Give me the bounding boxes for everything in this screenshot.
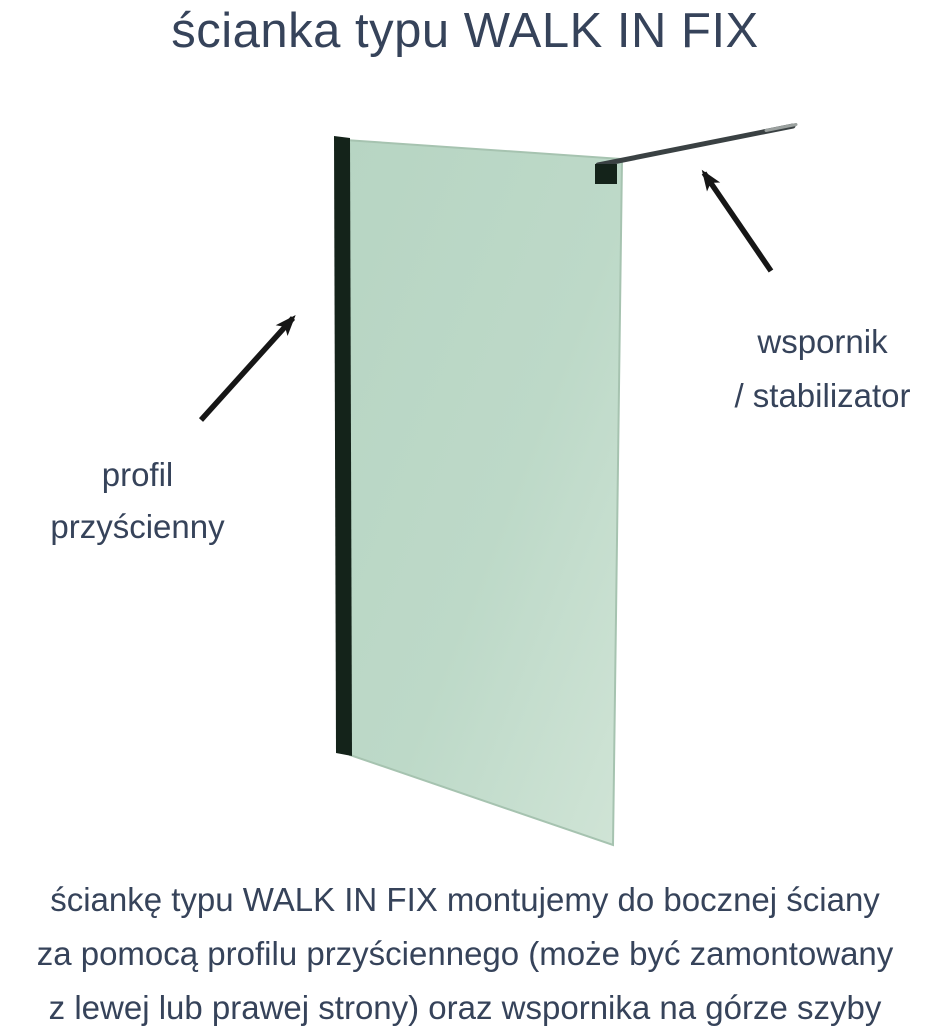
label-stabilizer	[690, 315, 930, 423]
label-wall-profile-line1: profil	[101, 456, 174, 493]
stabilizer-bracket	[595, 164, 617, 184]
caption-line3: z lewej lub prawej strony) oraz wspornika na górze szyby	[48, 989, 882, 1026]
stabilizer-bar	[598, 126, 793, 165]
arrow-to-stabilizer-icon	[704, 173, 771, 271]
page-title: ścianka typu WALK IN FIX	[171, 4, 759, 58]
caption-line1: ściankę typu WALK IN FIX montujemy do bocznej ściany	[50, 881, 880, 918]
label-wall-profile-line2: przyścienny	[50, 508, 225, 545]
label-wall-profile	[15, 449, 260, 553]
caption	[0, 873, 930, 1035]
caption-line2: za pomocą profilu przyściennego (może być zamontowany	[36, 935, 894, 972]
arrow-to-profile-icon	[201, 318, 293, 420]
glass-panel	[345, 140, 622, 845]
label-stabilizer-line1: wspornik	[757, 323, 888, 360]
wall-profile	[334, 136, 352, 756]
label-stabilizer-line2: / stabilizator	[734, 377, 911, 414]
